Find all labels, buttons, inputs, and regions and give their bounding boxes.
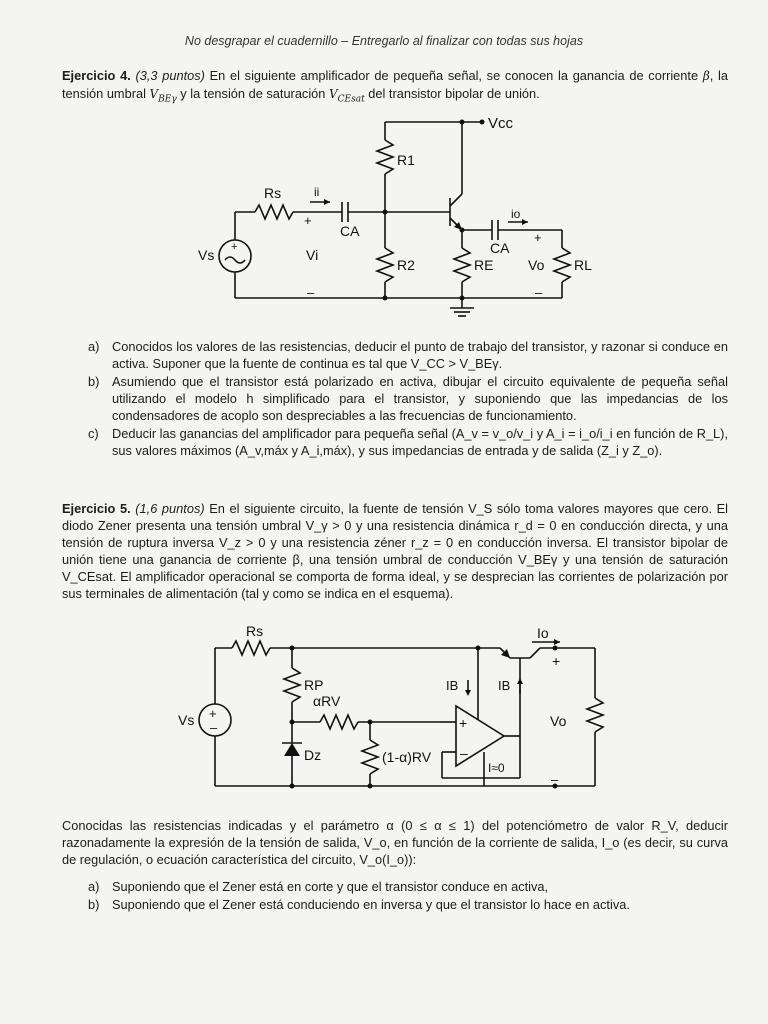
ex5-text: En el siguiente circuito, la fuente de tensión V_S sólo toma valores mayores que cero. El diodo Zener presenta una tensión umbral V_γ > 0 y una resistencia dinámica r_d = 0 en conducción directa, y una tensión de ruptura inversa V_z > 0 y una resistencia zéner r_z = 0 en conducción inversa. El transistor bipolar de unión tiene una ganancia de corriente β, una tensión umbral de conducción V_BEγ y una tensión de saturación V_CEsat. El amplificador operacional se comporta de forma ideal, y se desprecian las corrientes de polarización por sus terminales de alimentación (tal y como se indica en el esquema). [62, 501, 729, 601]
ex5-item-b-text: Suponiendo que el Zener está conduciendo en inversa y que el transistor lo hace en activa. [112, 897, 630, 912]
vo-plus: + [534, 230, 542, 245]
ex4-item-b [88, 373, 728, 424]
label-vo2: Vo [550, 713, 567, 729]
ex4-circuit [190, 110, 610, 325]
label-r2: R2 [397, 257, 415, 273]
label-rl: RL [574, 257, 592, 273]
vo-minus: – [535, 285, 543, 300]
ex4-vce: V [328, 87, 338, 101]
ex4-beta: β [702, 69, 710, 83]
label-vs2: Vs [178, 712, 195, 728]
ex4-text-4: del transistor bipolar de unión. [364, 86, 540, 101]
label-rv2: (1-α)RV [382, 749, 432, 765]
ex4-items [88, 338, 728, 460]
label-ii: ii [314, 185, 320, 199]
label-ib1: IB [446, 678, 459, 693]
ex5-item-a [88, 878, 728, 895]
opamp-minus: – [460, 745, 468, 761]
vs2-plus: + [209, 706, 217, 721]
vs2-minus: – [210, 720, 218, 735]
vi-minus: – [307, 285, 315, 300]
ex5-points: (1,6 puntos) [135, 501, 205, 516]
label-vcc: Vcc [488, 115, 514, 132]
ex5-statement [62, 500, 728, 602]
ex4-item-c [88, 425, 728, 459]
ex4-item-a [88, 338, 728, 372]
ex4-text-2: , la tensión umbral [62, 68, 728, 101]
label-dz: Dz [304, 747, 322, 763]
ex5-circuit [170, 618, 620, 798]
label-rp: RP [304, 677, 324, 693]
label-ca1: CA [340, 223, 360, 239]
label-vs: Vs [198, 247, 215, 263]
ex5-item-b-label: b) [88, 897, 100, 912]
label-i0: I≈0 [488, 761, 505, 775]
ex5-item-a-label: a) [88, 879, 100, 894]
ex4-text-1: En el siguiente amplificador de pequeña señal, se conocen la ganancia de corriente [204, 68, 703, 83]
vo2-minus: – [551, 772, 559, 787]
label-ib2: IB [498, 678, 511, 693]
ex4-title: Ejercicio 4. [62, 68, 131, 83]
ex4-item-a-label: a) [88, 339, 100, 354]
ex4-item-a-text: Conocidos los valores de las resistencias, deducir el punto de trabajo del transistor, y razonar si conduce en activa. Suponer que la fuente de continua es tal que V_CC > V_BEγ. [112, 339, 728, 371]
ex4-vbe-sub: BEγ [158, 94, 177, 105]
ex4-points: (3,3 puntos) [135, 68, 205, 83]
label-re: RE [474, 257, 494, 273]
label-rs2: Rs [246, 623, 264, 639]
ex5-item-a-text: Suponiendo que el Zener está en corte y que el transistor conduce en activa, [112, 879, 549, 894]
label-io: io [511, 207, 521, 221]
page-header: No desgrapar el cuadernillo – Entregarlo al finalizar con todas sus hojas [184, 34, 584, 48]
label-rs: Rs [264, 185, 282, 201]
label-arv: αRV [313, 693, 341, 709]
label-r1: R1 [397, 152, 415, 168]
ex5-title: Ejercicio 5. [62, 501, 131, 516]
vs-plus: + [231, 241, 238, 253]
opamp-plus: + [459, 715, 468, 731]
ex4-item-b-text: Asumiendo que el transistor está polarizado en activa, dibujar el circuito equivalente de pequeña señal utilizando el modelo h simplificado para el transistor, y suponiendo que las impedancias de los condensadores de acoplo son despreciables a las frecuencias de funcionamiento. [112, 374, 728, 423]
label-ca2: CA [490, 240, 510, 256]
ex4-statement [62, 67, 728, 109]
ex4-item-c-text: Deducir las ganancias del amplificador para pequeña señal (A_v = v_o/v_i y A_i = i_o/i_i en función de R_L), sus valores máximos (A_v,máx y A_i,máx), y sus impedancias de entrada y de salida (Z_i y Z_o). [112, 426, 728, 458]
ex5-items [88, 878, 728, 914]
ex4-item-c-label: c) [88, 426, 99, 441]
ex4-vce-sub: CEsat [337, 94, 365, 105]
ex5-intro: Conocidas las resistencias indicadas y el parámetro α (0 ≤ α ≤ 1) del potenciómetro de valor R_V, deducir razonadamente la expresión de la tensión de salida, V_o, en función de la corriente de salida, I_o (es decir, su curva de regulación, o ecuación característica del circuito, V_o(I_o)): [62, 818, 728, 867]
ex4-vbe: V [149, 87, 159, 101]
ex4-text-3: y la tensión de saturación [176, 86, 329, 101]
label-vi: Vi [306, 247, 319, 263]
ex4-item-b-label: b) [88, 374, 100, 389]
vo2-plus: + [552, 653, 561, 669]
ex5-item-b [88, 896, 728, 913]
label-vo: Vo [528, 257, 545, 273]
vi-plus: + [304, 213, 312, 228]
label-io2: Io [537, 625, 549, 641]
